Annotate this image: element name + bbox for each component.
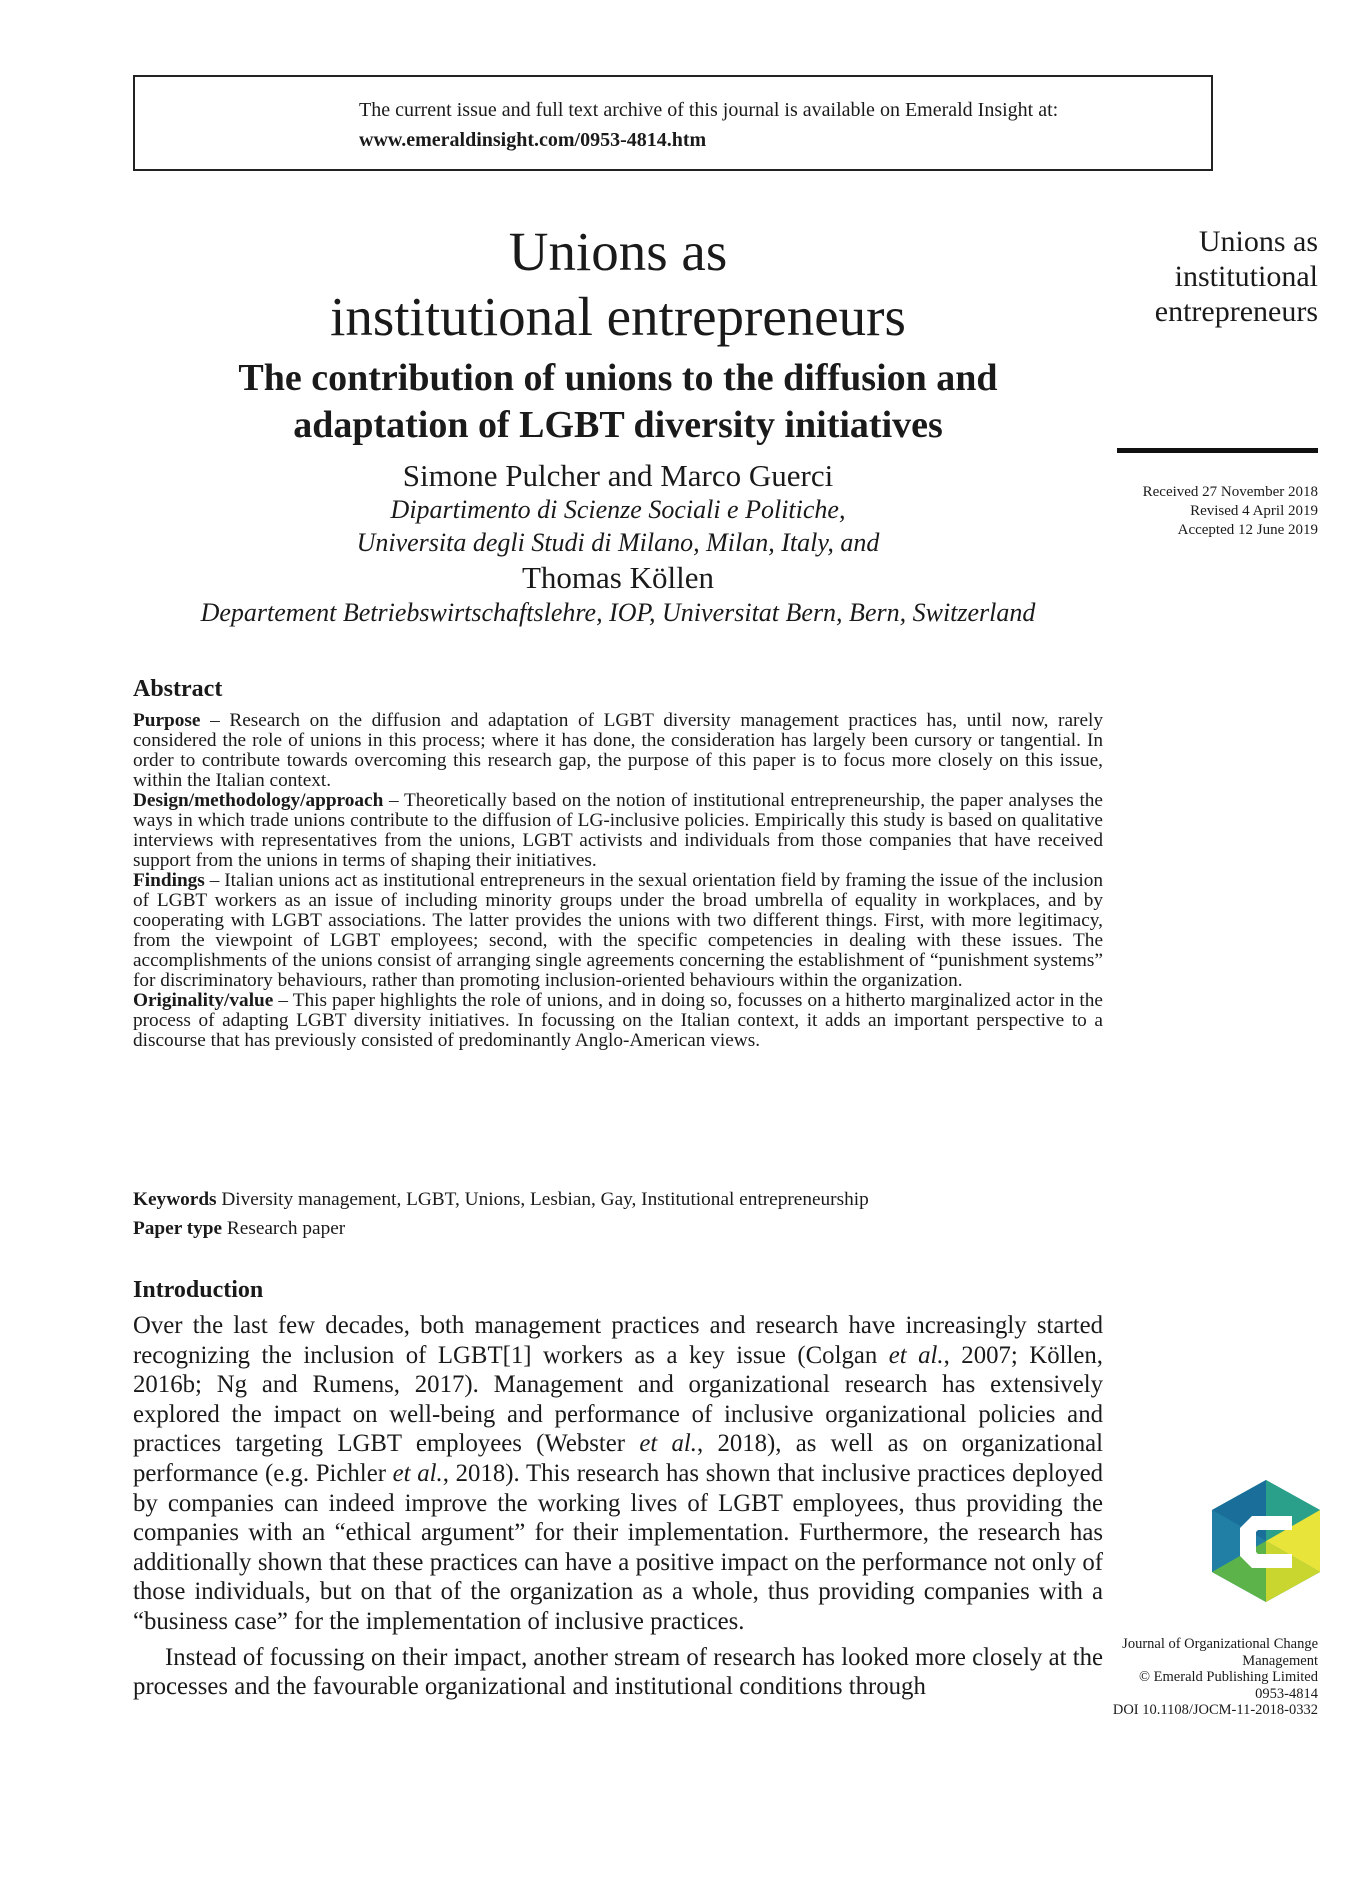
affiliation-1-line-2: Universita degli Studi di Milano, Milan, Italy, and (356, 528, 880, 557)
findings-text: – Italian unions act as institutional entrepreneurs in the sexual orientation field by framing the issue of the inclusion of LGBT workers as an issue of including minority groups under the broad umbrella of equality in workplaces, and by cooperating with LGBT associations. The latter provides the unions with two different things. First, with more legitimacy, from the viewpoint of LGBT employees; second, with the specific competencies in dealing with these issues. The accomplishments of the unions consist of arranging single agreements concerning the establishment of “punishment systems” for discriminatory behaviours, rather than promoting inclusion-oriented behaviours within the organization. (133, 870, 1103, 991)
findings-label: Findings (133, 870, 205, 891)
article-title-line-1: Unions as (508, 221, 728, 282)
revised-date: Revised 4 April 2019 (1190, 503, 1318, 519)
journal-url-link[interactable]: www.emeraldinsight.com/0953-4814.htm (359, 129, 707, 151)
abstract-design (133, 791, 1103, 871)
intro-paragraph-1 (133, 1311, 1103, 1637)
issn: 0953-4814 (1255, 1685, 1318, 1702)
running-title-line: Unions as (1198, 225, 1318, 258)
paper-type (133, 1218, 1103, 1240)
intro-text: , 2018). This research has shown that inclusive practices deployed by companies can indeed improve the working lives of LGBT employees, thus providing the companies with an “ethical argument” for their implementation. Furthermore, the research has additionally shown that these practices can have a positive impact on the performance not only of those individuals, but on that of the organization as a whole, thus providing companies with a “business case” for the implementation of inclusive practices. (133, 1459, 1103, 1635)
intro-text: , 2018), as well as on organizational performance (e.g. Pichler (133, 1430, 1103, 1487)
abstract-purpose (133, 711, 1103, 791)
article-history (1100, 483, 1318, 540)
etal-italic: et al. (888, 1341, 944, 1369)
etal-italic: et al. (392, 1459, 443, 1487)
abstract-body (133, 711, 1103, 1051)
margin-divider (1117, 448, 1318, 453)
keywords-label: Keywords (133, 1189, 217, 1210)
etal-italic: et al. (639, 1430, 697, 1458)
intro-paragraph-2: Instead of focussing on their impact, another stream of research has looked more closely at the processes and the favourable organizational and institutional conditions through (133, 1643, 1103, 1701)
emerald-publishing-logo (1212, 1480, 1320, 1602)
article-subtitle-line-1: The contribution of unions to the diffusion and (238, 357, 998, 399)
journal-notice-box (133, 75, 1213, 171)
article-title-line-2: institutional entrepreneurs (330, 286, 906, 347)
article-subtitle-line-2: adaptation of LGBT diversity initiatives (293, 404, 943, 446)
papertype-text: Research paper (222, 1218, 346, 1239)
purpose-label: Purpose (133, 710, 201, 731)
authors-line-2: Thomas Köllen (522, 560, 714, 595)
design-text: – Theoretically based on the notion of institutional entrepreneurship, the paper analyses the ways in which trade unions contribute to the diffusion of LG-inclusive policies. Empirically this study is based on qualitative interviews with representatives from the unions, LGBT activists and individuals from those companies that have received support from the unions in terms of shaping their initiatives. (133, 790, 1103, 871)
intro-text: , 2007; Köllen, 2016b; Ng and Rumens, 2017). Management and organizational research has extensively explored the impact on well-being and performance of inclusive organizational policies and practices targeting LGBT employees (Webster (133, 1341, 1103, 1458)
journal-name-line-1: Journal of Organizational Change (1122, 1636, 1318, 1652)
authors-line-1: Simone Pulcher and Marco Guerci (402, 458, 834, 493)
abstract-heading: Abstract (133, 676, 223, 702)
originality-label: Originality/value (133, 990, 274, 1011)
design-label: Design/methodology/approach (133, 790, 384, 811)
affiliation-2: Departement Betriebswirtschaftslehre, IOP, Universitat Bern, Bern, Switzerland (200, 598, 1036, 627)
running-title (1100, 224, 1318, 329)
keywords-text: Diversity management, LGBT, Unions, Lesbian, Gay, Institutional entrepreneurship (216, 1189, 869, 1210)
abstract-originality (133, 991, 1103, 1051)
journal-info (1060, 1636, 1318, 1719)
papertype-label: Paper type (133, 1218, 223, 1239)
purpose-text: – Research on the diffusion and adaptation of LGBT diversity management practices has, until now, rarely considered the role of unions in this process; where it has done, the consideration has largely been cursory or tangential. In order to contribute towards overcoming this research gap, the purpose of this paper is to focus more closely on this issue, within the Italian context. (133, 710, 1103, 791)
doi: DOI 10.1108/JOCM-11-2018-0332 (1112, 1702, 1318, 1719)
received-date: Received 27 November 2018 (1142, 484, 1318, 500)
introduction-heading: Introduction (133, 1277, 264, 1303)
notice-text: The current issue and full text archive of this journal is available on Emerald Insight at: (359, 99, 1059, 121)
originality-text: – This paper highlights the role of unions, and in doing so, focusses on a hitherto marginalized actor in the process of adapting LGBT diversity initiatives. In focussing on the Italian context, it adds an important perspective to a discourse that has previously consisted of predominantly Anglo-American views. (133, 990, 1103, 1051)
running-title-line: entrepreneurs (1154, 295, 1318, 328)
running-title-line: institutional (1174, 260, 1318, 293)
journal-name-line-2: Management (1242, 1652, 1318, 1669)
introduction-body (133, 1311, 1103, 1702)
intro-text: Over the last few decades, both management practices and research have increasingly started recognizing the inclusion of LGBT[1] workers as a key issue (Colgan (133, 1312, 1103, 1369)
affiliation-1-line-1: Dipartimento di Scienze Sociali e Politiche, (390, 495, 846, 524)
accepted-date: Accepted 12 June 2019 (1177, 522, 1318, 538)
publisher: © Emerald Publishing Limited (1139, 1669, 1318, 1686)
keywords (133, 1189, 1103, 1211)
abstract-findings (133, 871, 1103, 991)
